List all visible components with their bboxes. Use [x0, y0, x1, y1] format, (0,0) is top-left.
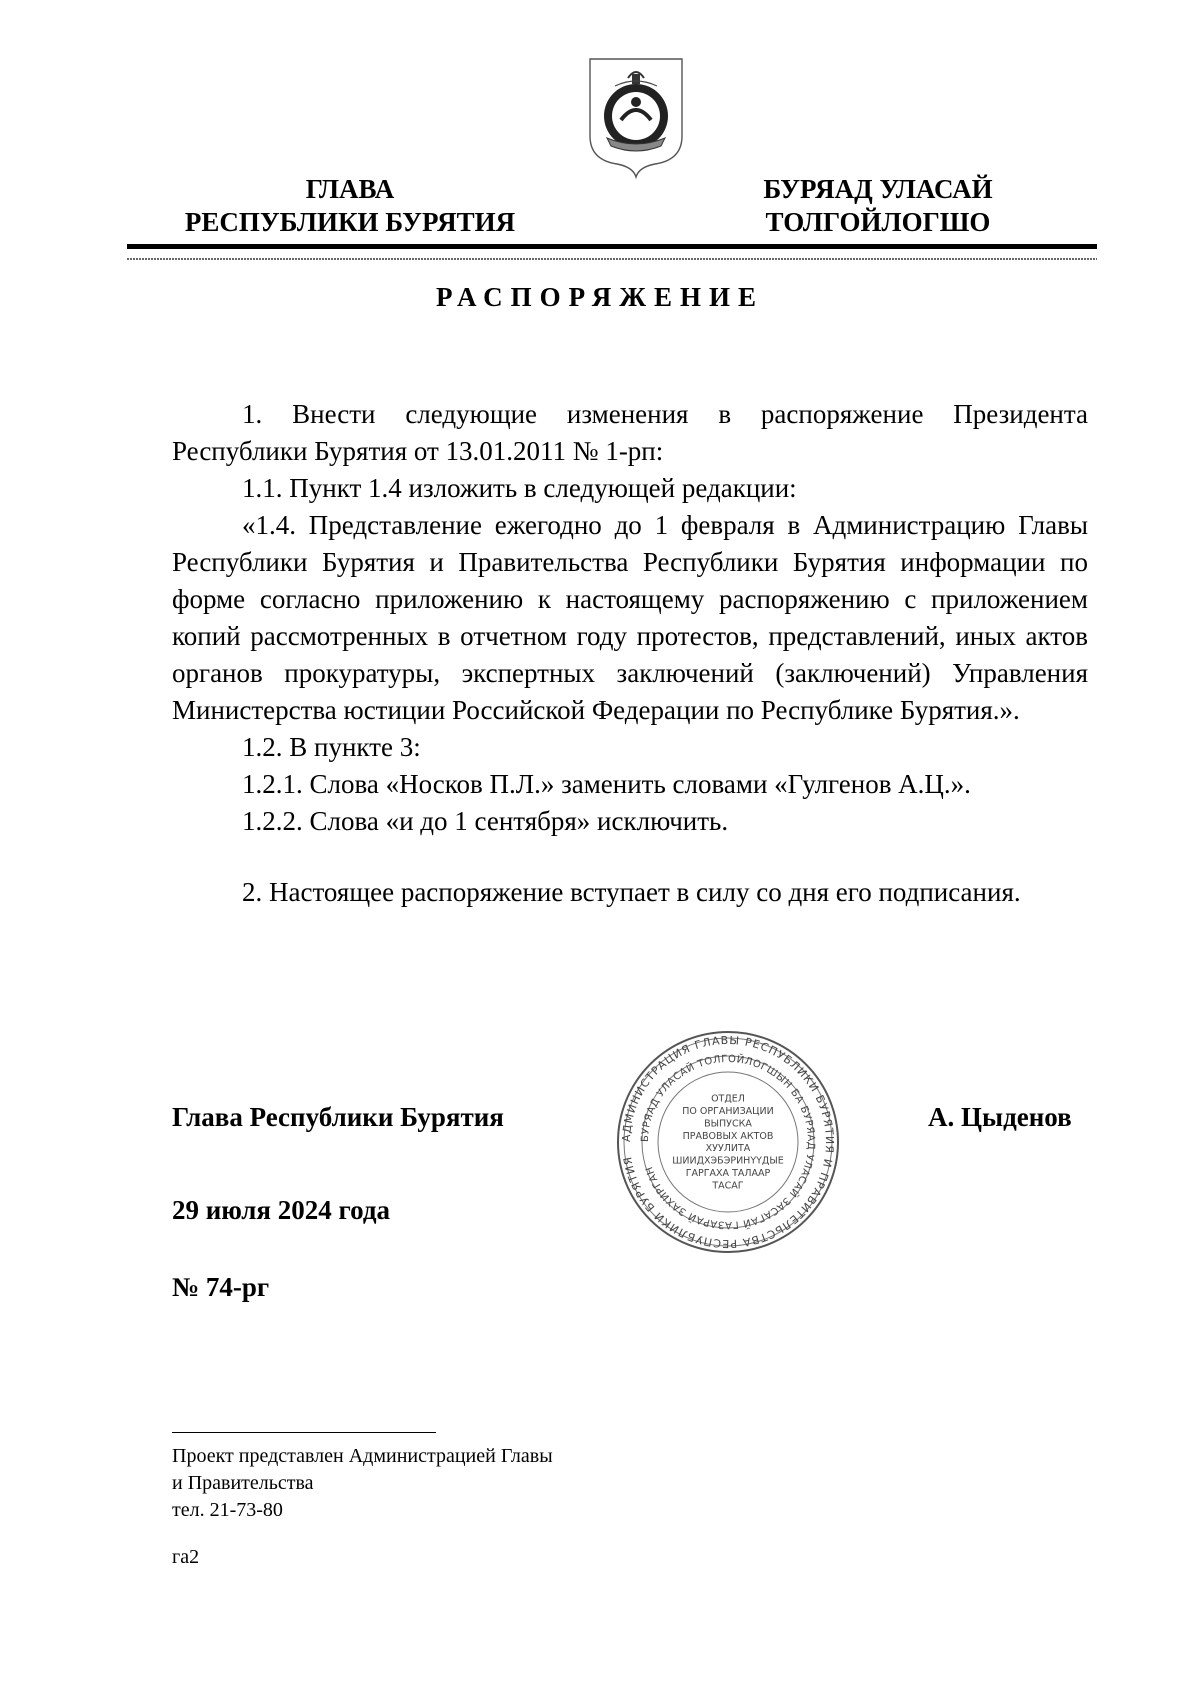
footnote-line3: тел. 21-73-80 — [172, 1499, 283, 1521]
signatory-name: А. Цыденов — [928, 1102, 1072, 1132]
header-left — [160, 173, 540, 239]
header-left-line1: ГЛАВА — [305, 174, 395, 204]
paragraph-1-4-quote: «1.4. Представление ежегодно до 1 февраля в Администрацию Главы Республики Бурятия и Правительства Республики Бурятия информации по форме согласно приложению к настоящему распоряжению с приложением копий рассмотренных в отчетном году протестов, представлений, иных актов органов прокуратуры, экспертных заключений (заключений) Управления Министерства юстиции Российской Федерации по Республике Бурятия.». — [172, 510, 1088, 725]
stamp-center-line: ПО ОРГАНИЗАЦИИ — [682, 1106, 774, 1117]
stamp-center-line: ОТДЕЛ — [711, 1093, 745, 1105]
stamp-center-line: ПРАВОВЫХ АКТОВ — [682, 1130, 774, 1142]
footnote — [172, 1443, 553, 1524]
svg-text:АДМИНИСТРАЦИЯ ГЛАВЫ РЕСПУБЛИКИ: АДМИНИСТРАЦИЯ ГЛАВЫ РЕСПУБЛИКИ БУРЯТИЯ И ПРАВИТЕЛЬСТВА РЕСПУБЛИКИ БУРЯТИЯ — [619, 1033, 837, 1251]
footnote-line1: Проект представлен Администрацией Главы — [172, 1445, 553, 1467]
paragraph-1-2: 1.2. В пункте 3: — [242, 732, 421, 762]
signatory-position: Глава Республики Бурятия — [172, 1102, 504, 1132]
document-title: РАСПОРЯЖЕНИЕ — [435, 282, 765, 312]
svg-text:БУРЯАД УЛАСАЙ ТОЛГОЙЛОГШЫН БА: БУРЯАД УЛАСАЙ ТОЛГОЙЛОГШЫН БА БУРЯАД УЛАСАЙ ЗАСАГАЙ ГАЗАРАЙ ЗАХИРГАН — [639, 1053, 817, 1231]
stamp-center-line: ТАСАГ — [712, 1180, 744, 1192]
paragraph-1-2-1: 1.2.1. Слова «Носков П.Л.» заменить словами «Гулгенов А.Ц.». — [242, 769, 971, 799]
paragraph-1-1: 1.1. Пункт 1.4 изложить в следующей редакции: — [242, 473, 797, 503]
footnote-line2: и Правительства — [172, 1472, 314, 1494]
paragraph-1-2-2: 1.2.2. Слова «и до 1 сентября» исключить. — [242, 806, 729, 836]
header-left-line2: РЕСПУБЛИКИ БУРЯТИЯ — [184, 207, 516, 237]
footnote-code: га2 — [172, 1546, 200, 1568]
document-date: 29 июля 2024 года — [172, 1195, 390, 1225]
document-number: № 74-рг — [172, 1272, 270, 1302]
footnote-divider — [172, 1432, 436, 1433]
document-body — [172, 396, 1088, 911]
paragraph-1: 1. Внести следующие изменения в распоряжение Президента Республики Бурятия от 13.01.2011 № 1-рп: — [172, 399, 1088, 466]
stamp-center-line: ВЫПУСКА — [704, 1118, 752, 1130]
stamp-center-line: ГАРГАХА ТАЛААР — [685, 1168, 771, 1179]
coat-of-arms-emblem — [587, 56, 685, 180]
header-right-line1: БУРЯАД УЛАСАЙ — [763, 174, 993, 204]
official-stamp — [615, 1029, 841, 1255]
header-divider-thick — [127, 244, 1097, 249]
stamp-center-line: ХУУЛИТА — [705, 1143, 751, 1155]
header-divider-thin — [127, 258, 1097, 260]
header-right-line2: ТОЛГОЙЛОГШО — [765, 207, 991, 237]
header-right — [728, 173, 1028, 239]
stamp-center-line: ШИИДХЭБЭРИНҮҮДЫЕ — [672, 1155, 784, 1167]
paragraph-2: 2. Настоящее распоряжение вступает в силу со дня его подписания. — [242, 877, 1021, 907]
